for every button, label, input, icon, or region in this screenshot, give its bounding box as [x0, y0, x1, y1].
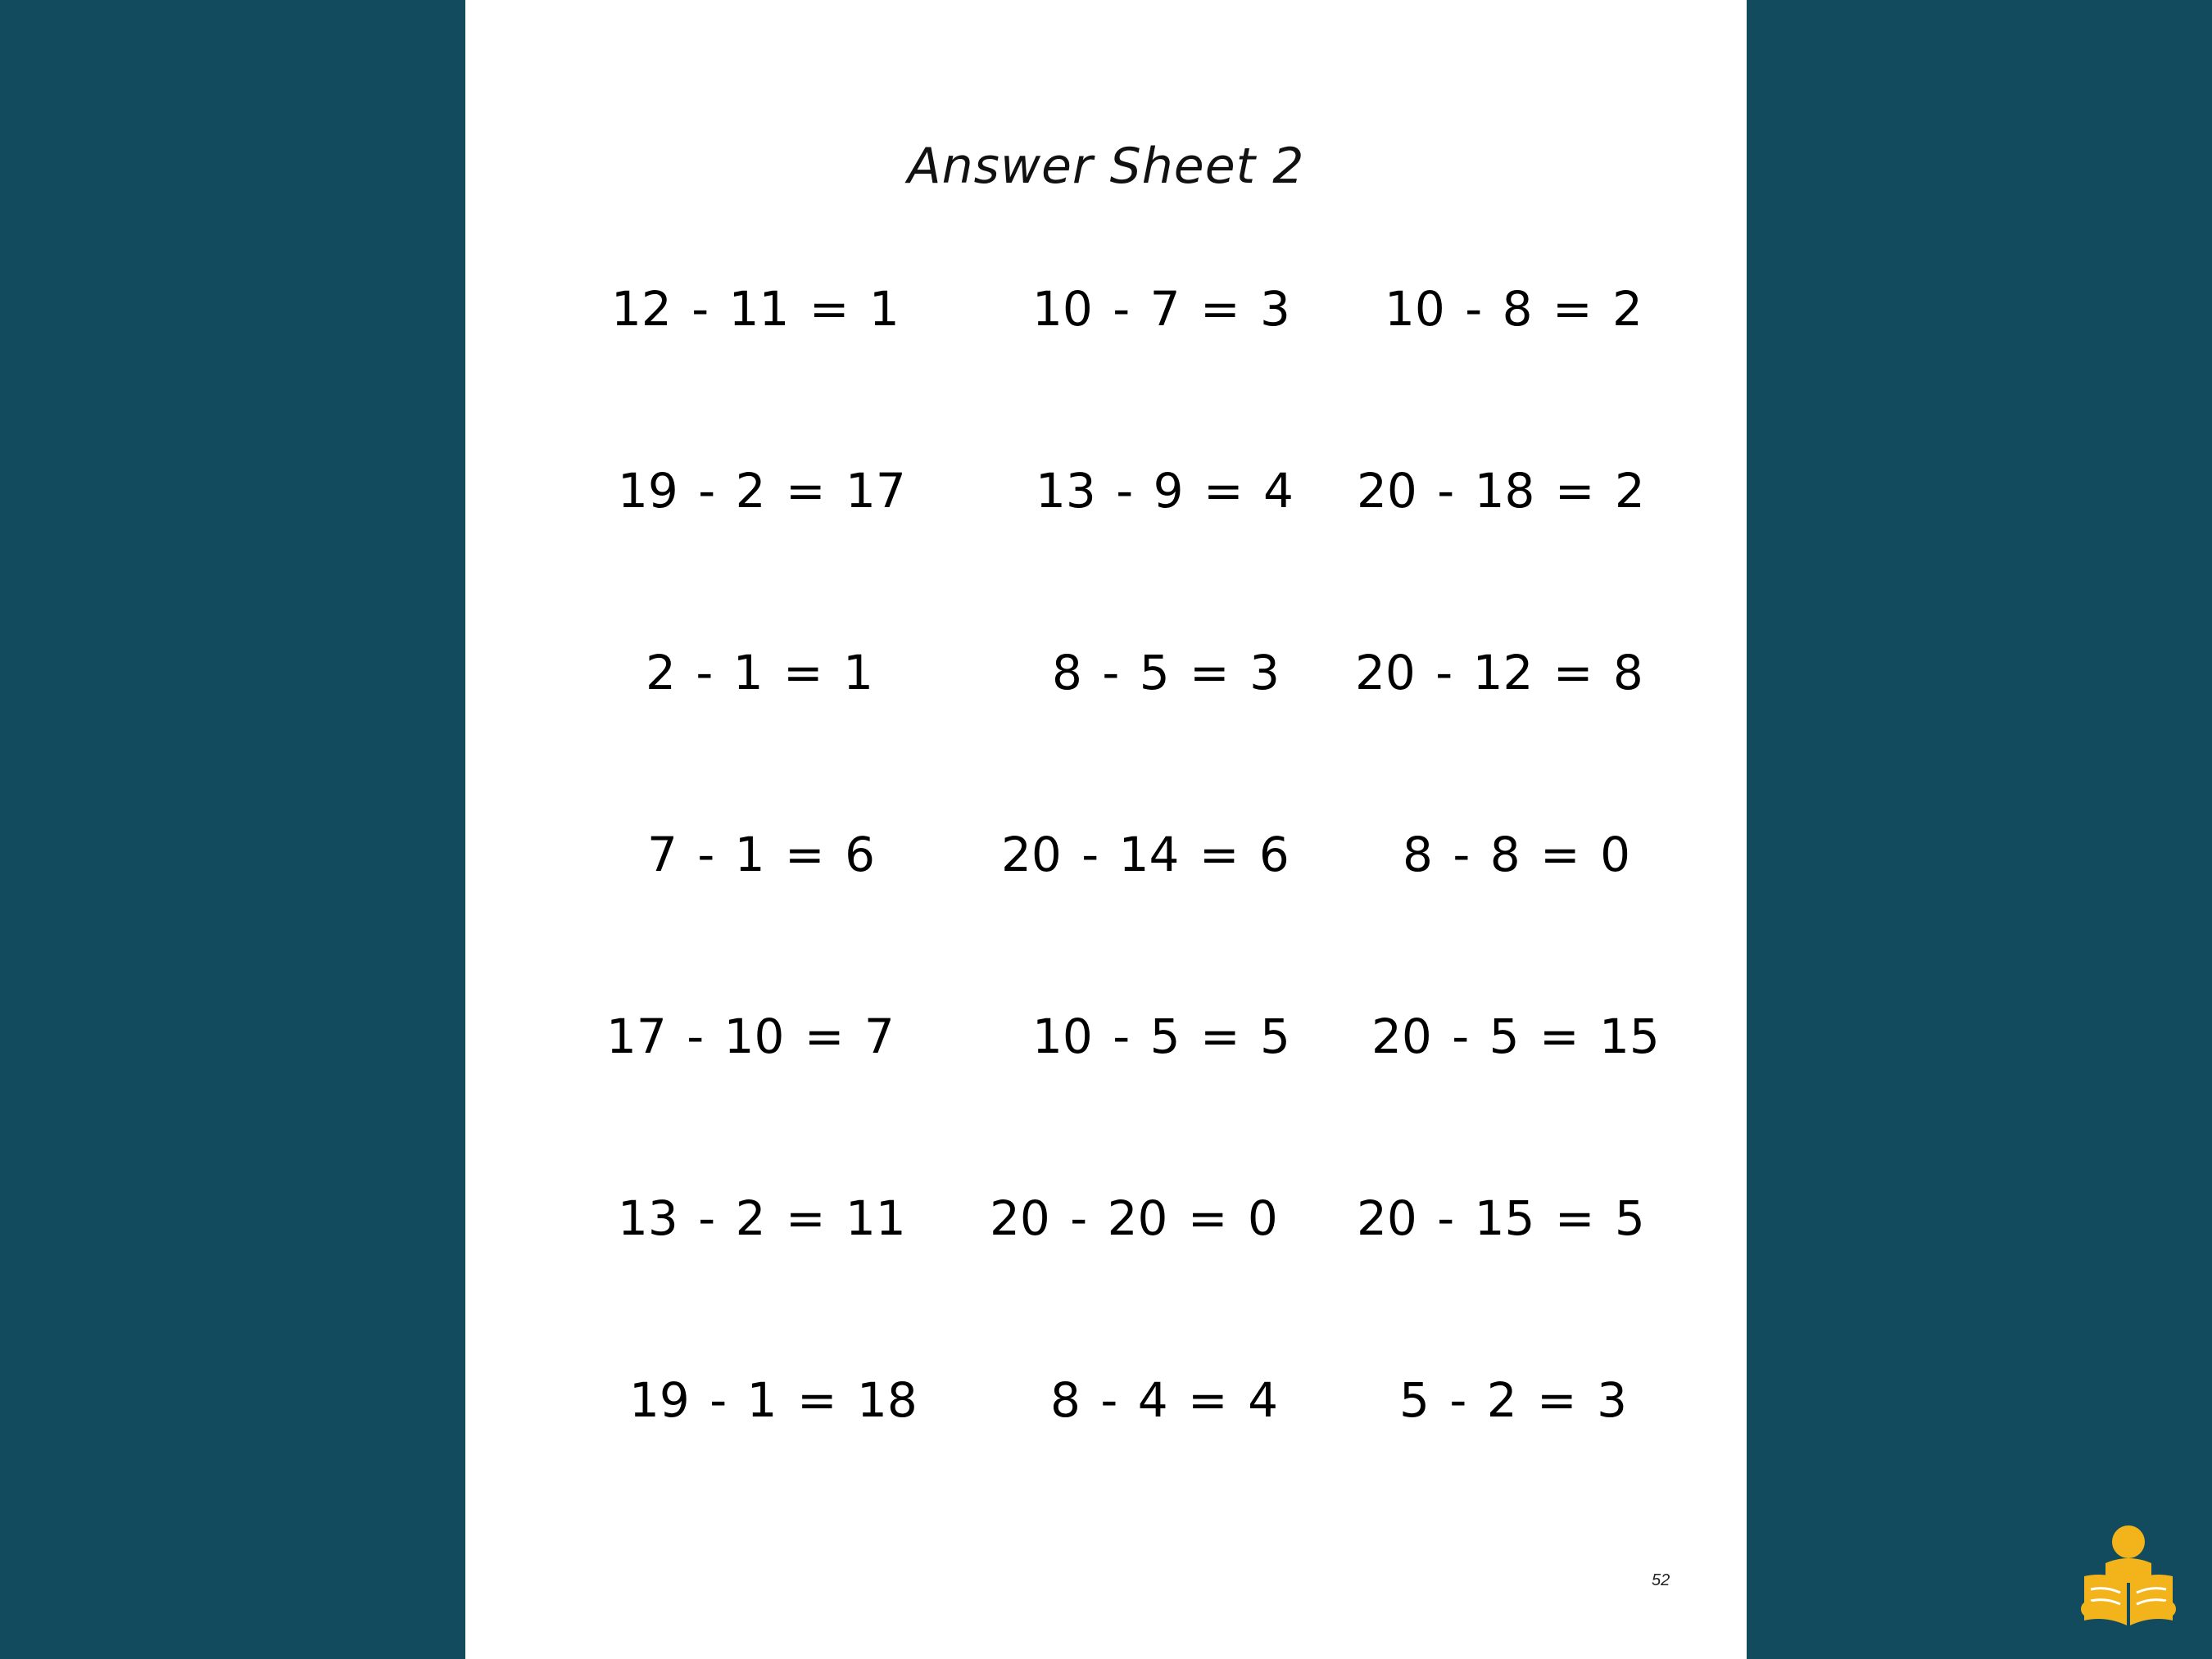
equation-r3-c1: 2 - 1 = 1	[646, 645, 873, 700]
equation-r1-c2: 10 - 7 = 3	[1032, 281, 1290, 337]
equation-r1-c3: 10 - 8 = 2	[1385, 281, 1643, 337]
equation-r7-c3: 5 - 2 = 3	[1399, 1372, 1627, 1428]
equation-r4-c1: 7 - 1 = 6	[647, 827, 875, 882]
equation-r7-c2: 8 - 4 = 4	[1050, 1372, 1278, 1428]
equation-r4-c2: 20 - 14 = 6	[1001, 827, 1290, 882]
worksheet-page	[465, 0, 1747, 1659]
equation-r6-c1: 13 - 2 = 11	[618, 1190, 906, 1246]
equation-r3-c3: 20 - 12 = 8	[1355, 645, 1643, 700]
equation-r5-c3: 20 - 5 = 15	[1371, 1009, 1660, 1064]
page-number: 52	[1652, 1571, 1670, 1589]
equation-r3-c2: 8 - 5 = 3	[1052, 645, 1280, 700]
reading-child-icon	[2081, 1524, 2176, 1630]
equation-r2-c3: 20 - 18 = 2	[1357, 463, 1645, 519]
page-title: Answer Sheet 2	[907, 138, 1305, 195]
equation-r5-c2: 10 - 5 = 5	[1032, 1009, 1290, 1064]
equation-r7-c1: 19 - 1 = 18	[629, 1372, 918, 1428]
equation-r4-c3: 8 - 8 = 0	[1403, 827, 1630, 882]
equation-r1-c1: 12 - 11 = 1	[611, 281, 900, 337]
equation-r2-c2: 13 - 9 = 4	[1036, 463, 1294, 519]
equation-r6-c3: 20 - 15 = 5	[1357, 1190, 1645, 1246]
equation-r5-c1: 17 - 10 = 7	[606, 1009, 895, 1064]
equation-r2-c1: 19 - 2 = 17	[618, 463, 906, 519]
equation-r6-c2: 20 - 20 = 0	[990, 1190, 1278, 1246]
